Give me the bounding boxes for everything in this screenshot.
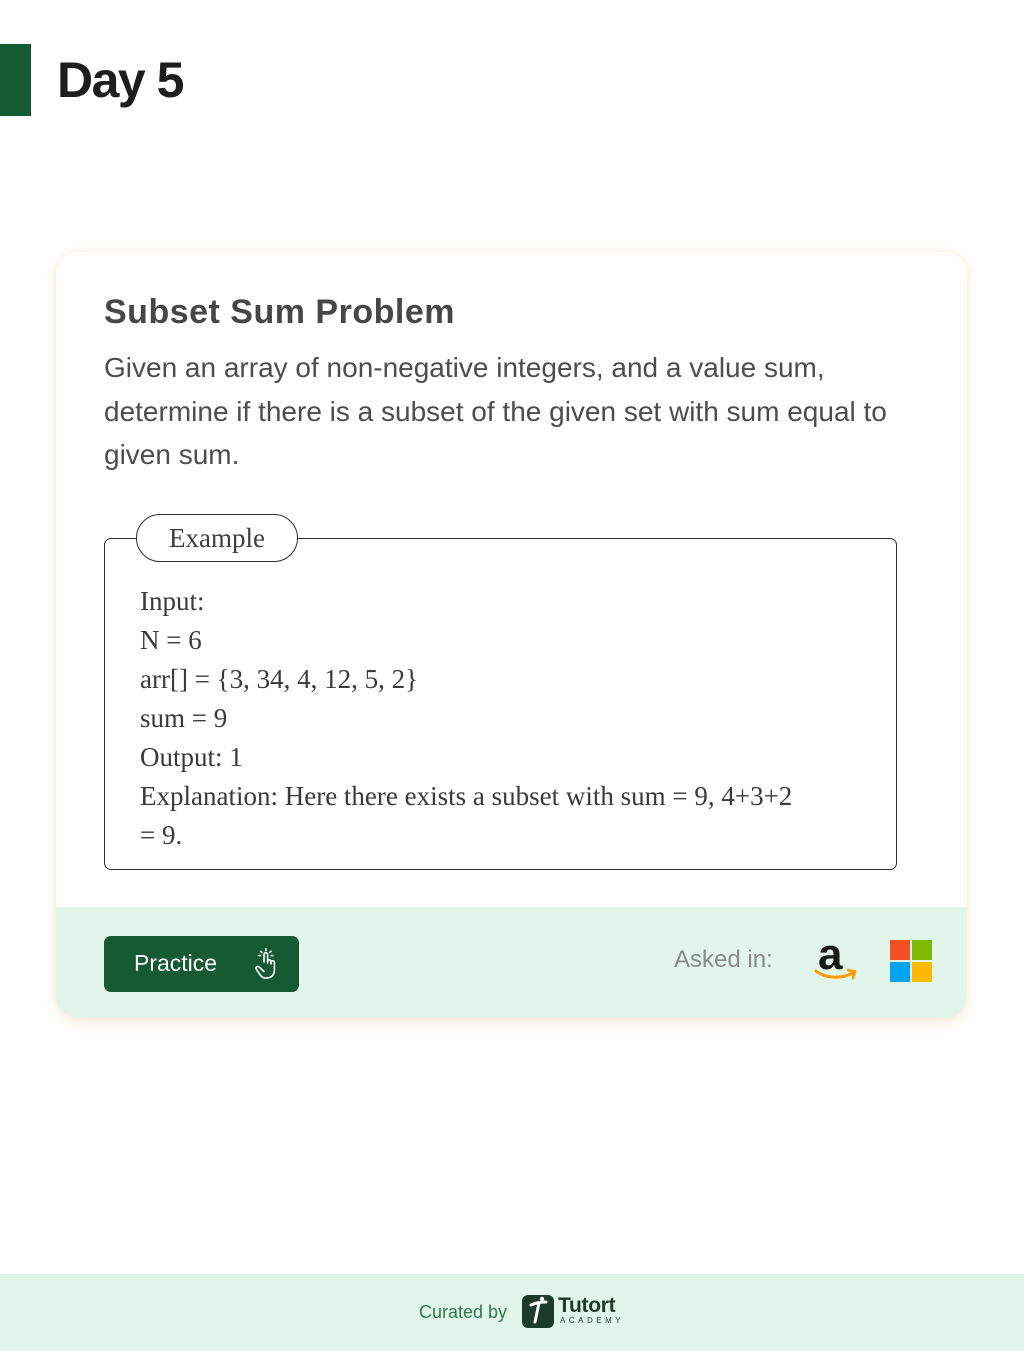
tap-icon — [253, 948, 279, 980]
page-title: Day 5 — [57, 52, 183, 108]
problem-card — [56, 252, 967, 1018]
example-content — [140, 582, 900, 855]
example-line: N = 6 — [140, 625, 202, 655]
practice-button[interactable] — [104, 936, 299, 992]
day-accent-bar — [0, 44, 31, 116]
card-action-strip — [56, 907, 967, 1018]
example-line: sum = 9 — [140, 703, 228, 733]
example-line: = 9. — [140, 820, 183, 850]
tutort-logo-icon — [522, 1295, 554, 1328]
curated-by-label: Curated by — [419, 1302, 508, 1322]
brand-subtitle: ACADEMY — [560, 1316, 625, 1325]
example-tag: Example — [136, 514, 298, 562]
asked-in-label: Asked in: — [674, 946, 773, 973]
example-line: Input: — [140, 586, 205, 616]
amazon-smile-icon — [814, 967, 858, 985]
example-line: arr[] = {3, 34, 4, 12, 5, 2} — [140, 664, 419, 694]
problem-title: Subset Sum Problem — [104, 293, 455, 331]
page-footer — [0, 1274, 1024, 1351]
microsoft-logo — [890, 940, 932, 982]
problem-description: Given an array of non-negative integers, and a value sum, determine if there is a subset of the given set with sum equal to given sum. — [104, 352, 887, 470]
example-line: Output: 1 — [140, 742, 243, 772]
brand-name: Tutort — [558, 1294, 616, 1317]
amazon-logo: a — [814, 937, 858, 985]
practice-button-label: Practice — [134, 950, 218, 976]
example-line: Explanation: Here there exists a subset with sum = 9, 4+3+2 — [140, 781, 793, 811]
